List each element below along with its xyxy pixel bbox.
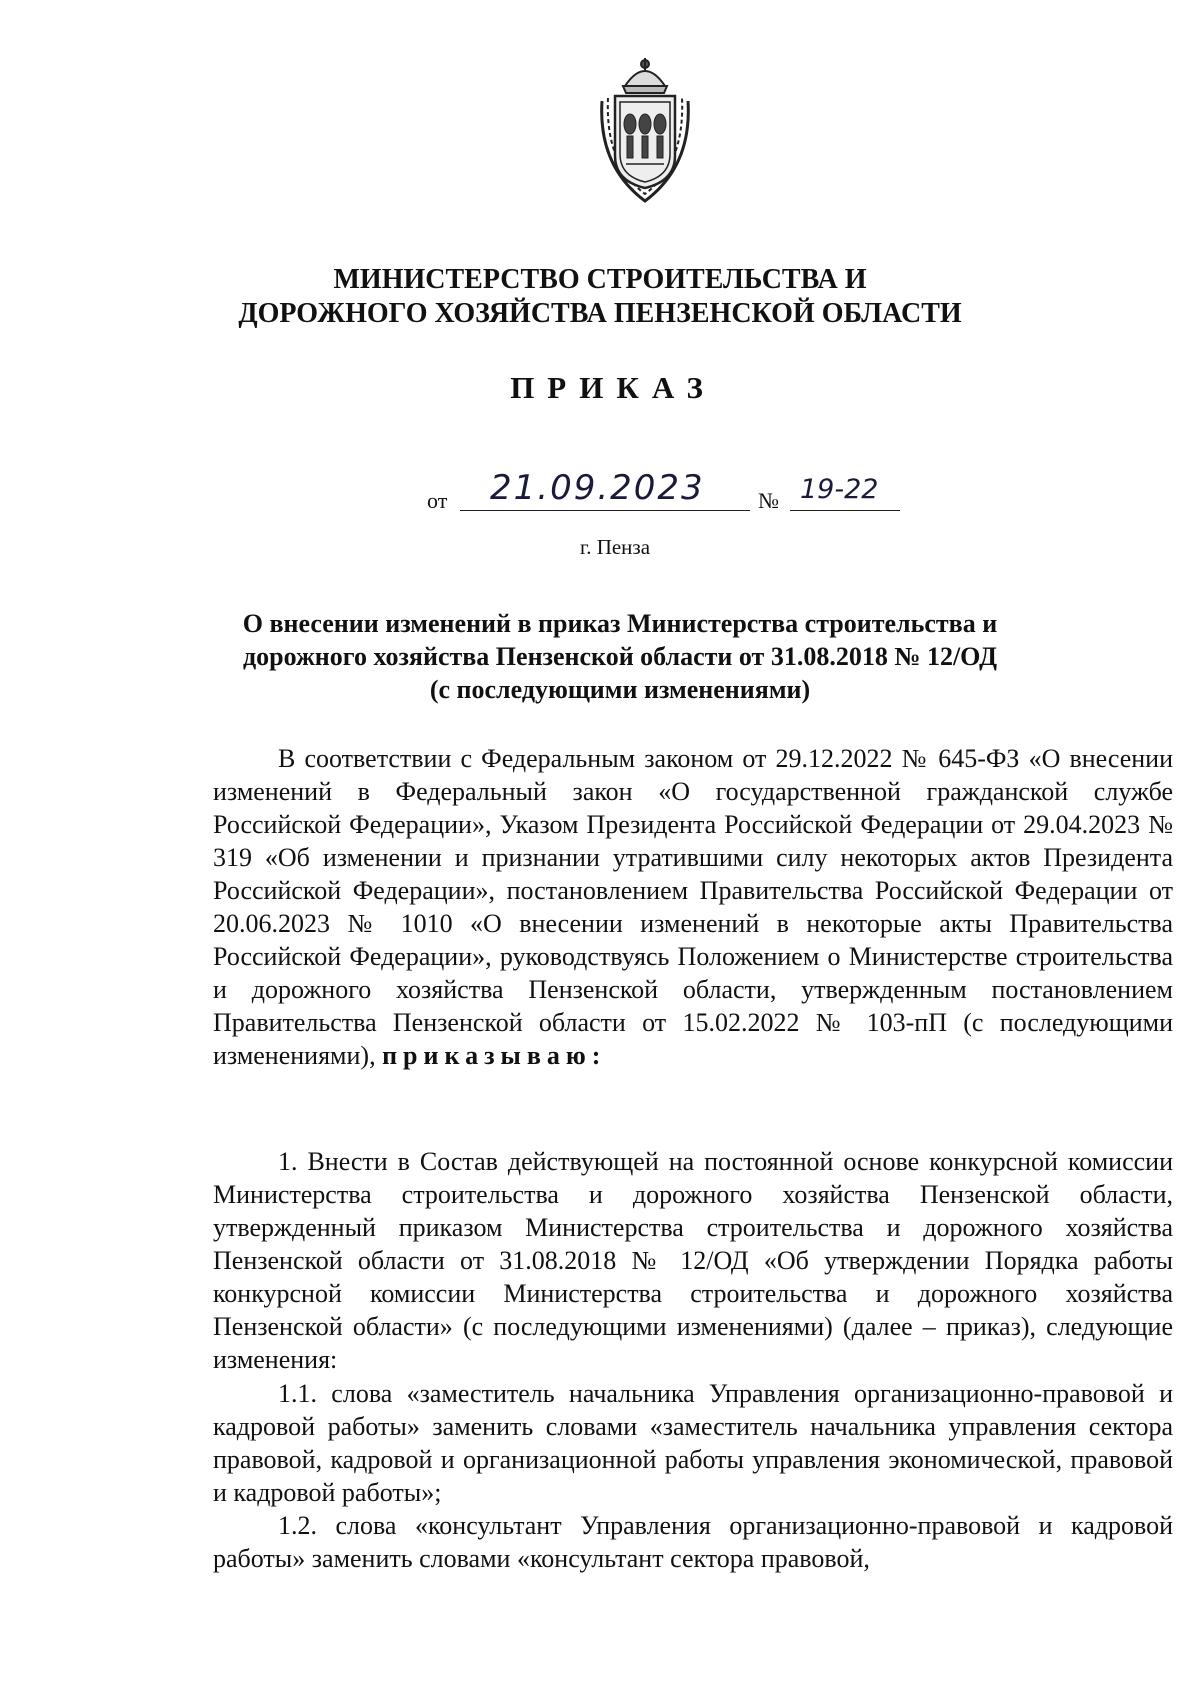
preamble-paragraph [213,742,1173,1072]
document-number: 19-22 [800,474,879,505]
title-line2: дорожного хозяйства Пензенской области от 31.08.2018 № 12/ОД [242,642,997,671]
document-date: 21.09.2023 [490,468,705,508]
date-underline [460,510,750,511]
title-line3: (с последующими изменениями) [429,675,811,704]
item-1-1-paragraph: 1.1. слова «заместитель начальника Управления организационно-правовой и кадровой работы» заменить словами «заместитель начальника управления сектора правовой, кадровой и организационной работы управления экономической, правовой и кадровой работы»; [213,1379,1173,1507]
city: г. Пенза [579,535,651,559]
penza-region-coat-of-arms-icon [590,56,700,206]
number-sign: № [758,488,779,513]
number-underline [790,510,900,511]
item-1-paragraph: 1. Внести в Состав действующей на постоянной основе конкурсной комиссии Министерства строительства и дорожного хозяйства Пензенской области, утвержденный приказом Министерства строительства и дорожного хозяйства Пензенской области от 31.08.2018 № 12/ОД «Об утверждении Порядка работы конкурсной комиссии Министерства строительства и дорожного хозяйства Пензенской области» (с последующими изменениями) (далее – приказ), следующие изменения: [213,1147,1173,1374]
date-prefix: от [427,488,448,513]
preamble-text: В соответствии с Федеральным законом от 29.12.2022 № 645-ФЗ «О внесении изменений в Федеральный закон «О государственной гражданской службе Российской Федерации», Указом Президента Российской Федерации от 29.04.2023 № 319 «Об изменении и признании утратившими силу некоторых актов Президента Российской Федерации», постановлением Правительства Российской Федерации от 20.06.2023 № 1010 «О внесении изменений в некоторые акты Правительства Российской Федерации», руководствуясь Положением о Министерстве строительства и дорожного хозяйства Пензенской области, утвержденным постановлением Правительства Пензенской области от 15.02.2022 № 103-пП (с последующими изменениями), [213,744,1173,1070]
order-word: приказываю: [382,1041,607,1070]
item-1-2-paragraph: 1.2. слова «консультант Управления организационно-правовой и кадровой работы» заменить словами «консультант сектора правовой, [213,1511,1173,1573]
title-line1: О внесении изменений в приказ Министерства строительства и [242,609,998,638]
organization-name-line2: ДОРОЖНОГО ХОЗЯЙСТВА ПЕНЗЕНСКОЙ ОБЛАСТИ [238,298,962,329]
document-title [230,607,1010,706]
document-type: ПРИКАЗ [510,370,716,405]
organization-name-line1: МИНИСТЕРСТВО СТРОИТЕЛЬСТВА И [333,264,867,295]
